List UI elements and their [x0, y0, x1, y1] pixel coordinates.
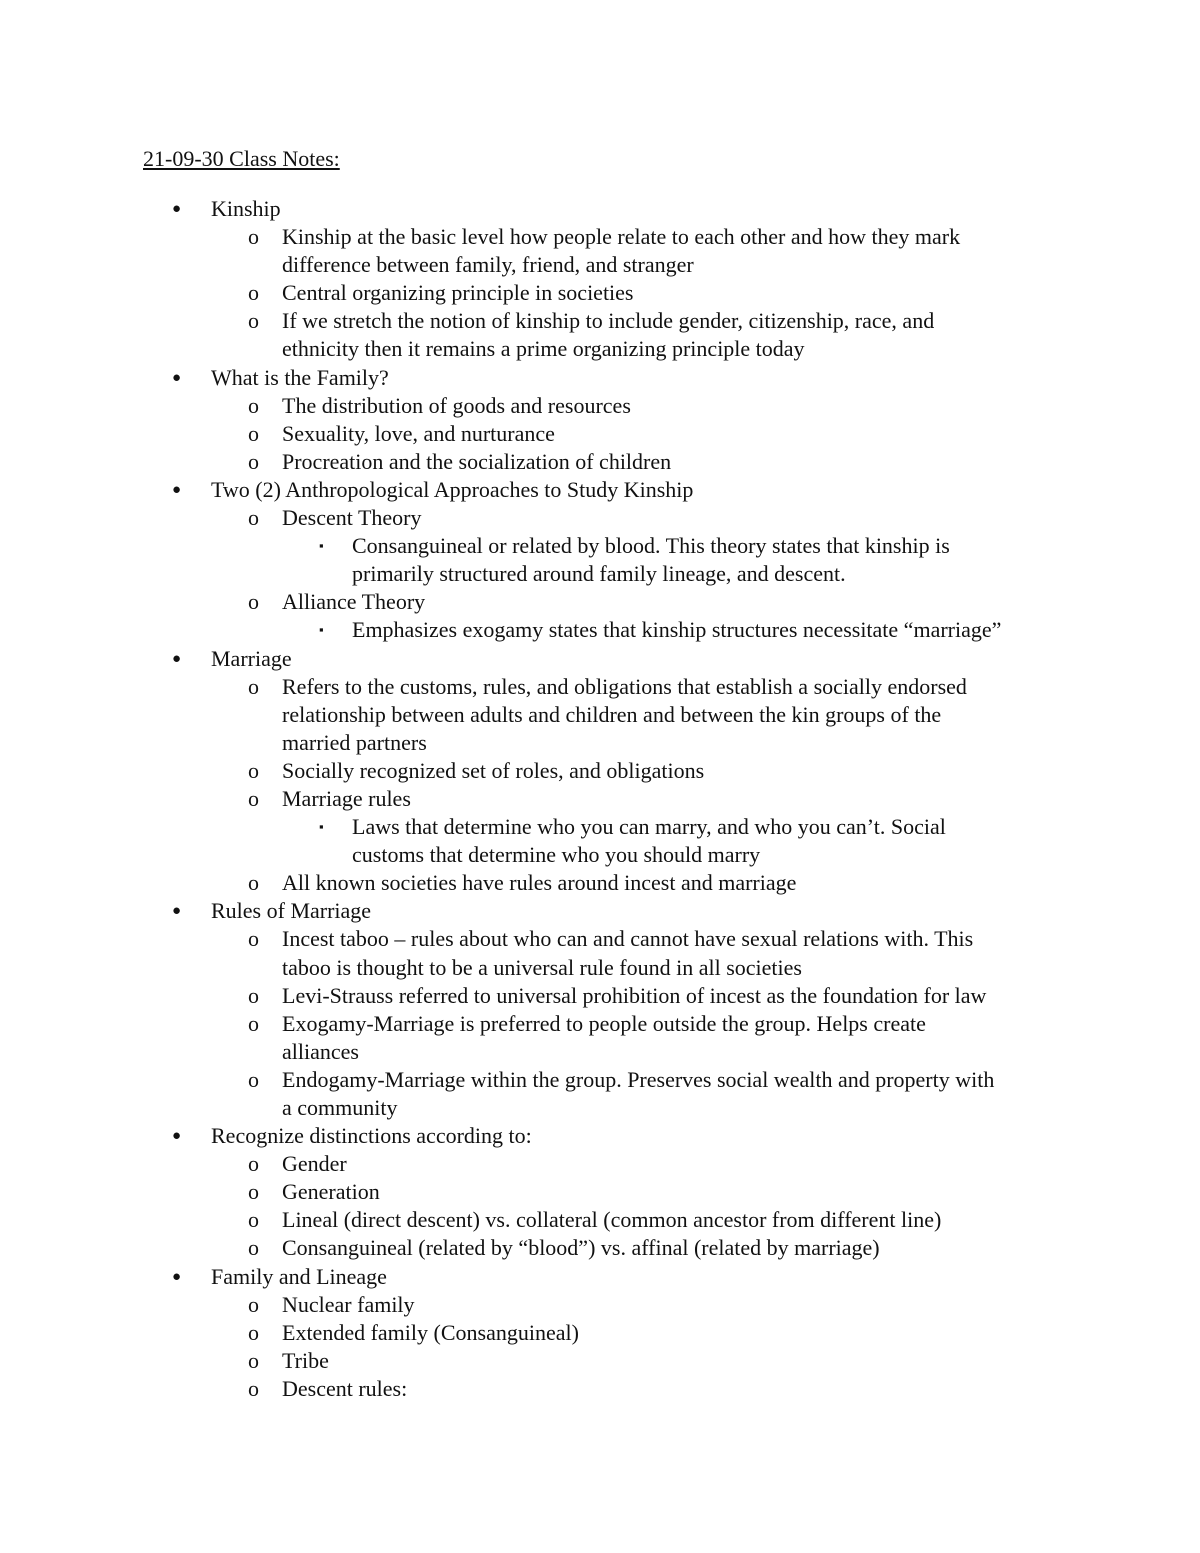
bullet-circle-icon: o [248, 1151, 259, 1177]
outline-text: a community [282, 1095, 398, 1120]
outline-item-level-2 [0, 1178, 1200, 1206]
bullet-square-icon: ▪ [319, 622, 324, 638]
outline-text: Central organizing principle in societies [282, 280, 634, 306]
bullet-circle-icon: o [248, 308, 259, 334]
page-title: 21-09-30 Class Notes: [143, 146, 340, 171]
outline-text: Consanguineal or related by blood. This theory states that kinship is [352, 533, 950, 559]
bullet-circle-icon: o [248, 224, 259, 250]
bullet-dot-icon: ● [172, 481, 182, 498]
outline-item-level-3 [0, 616, 1200, 644]
outline-item-level-2 [0, 1066, 1200, 1094]
outline-text: Tribe [282, 1347, 329, 1373]
outline-text: alliances [282, 1038, 359, 1064]
outline-text: Kinship [211, 196, 281, 221]
outline-text: All known societies have rules around incest and marriage [282, 870, 797, 896]
outline-item-continuation [0, 954, 1200, 982]
outline-item-level-2 [0, 925, 1200, 953]
outline-item-level-1 [0, 1122, 1200, 1150]
outline-text: relationship between adults and children and between the kin groups of the [282, 701, 942, 727]
bullet-circle-icon: o [248, 1375, 259, 1401]
outline-text: Descent rules: [282, 1375, 408, 1401]
outline-item-level-1 [0, 364, 1200, 392]
outline-item-continuation [0, 841, 1200, 869]
outline-item-level-2 [0, 1291, 1200, 1319]
outline-item-continuation [0, 729, 1200, 757]
bullet-circle-icon: o [248, 1010, 259, 1036]
outline-text: Refers to the customs, rules, and obligations that establish a socially endorsed [282, 673, 967, 699]
outline-text: Two (2) Anthropological Approaches to Study Kinship [211, 476, 694, 502]
outline-text: Endogamy-Marriage within the group. Preserves social wealth and property with [282, 1066, 995, 1092]
outline-text: Marriage rules [282, 785, 411, 811]
outline-item-continuation [0, 1094, 1200, 1122]
outline-text: Procreation and the socialization of children [282, 448, 672, 474]
outline-text: The distribution of goods and resources [282, 392, 631, 418]
outline-item-level-1 [0, 195, 1200, 223]
bullet-dot-icon: ● [172, 903, 182, 920]
outline-text: Rules of Marriage [211, 898, 372, 924]
outline-text: Socially recognized set of roles, and obligations [282, 757, 705, 783]
outline-text: What is the Family? [211, 364, 389, 390]
outline-item-level-2 [0, 785, 1200, 813]
outline-item-level-2 [0, 1347, 1200, 1375]
outline-item-level-2 [0, 757, 1200, 785]
bullet-circle-icon: o [248, 1207, 259, 1233]
bullet-circle-icon: o [248, 785, 259, 811]
outline-text: Nuclear family [282, 1291, 415, 1317]
outline-item-level-2 [0, 1375, 1200, 1403]
bullet-circle-icon: o [248, 757, 259, 783]
outline-item-level-2 [0, 223, 1200, 251]
outline-text: taboo is thought to be a universal rule found in all societies [282, 954, 802, 980]
outline-text: Sexuality, love, and nurturance [282, 420, 555, 446]
outline-item-level-2 [0, 420, 1200, 448]
outline-item-level-2 [0, 392, 1200, 420]
outline-text: If we stretch the notion of kinship to include gender, citizenship, race, and [282, 308, 935, 334]
outline-text: ethnicity then it remains a prime organizing principle today [282, 336, 805, 362]
bullet-circle-icon: o [248, 1291, 259, 1317]
outline-text: married partners [282, 729, 427, 755]
bullet-circle-icon: o [248, 1319, 259, 1345]
outline-text: Exogamy-Marriage is preferred to people outside the group. Helps create [282, 1010, 926, 1036]
bullet-circle-icon: o [248, 926, 259, 952]
outline-item-level-2 [0, 588, 1200, 616]
notes-outline [0, 195, 1200, 1403]
outline-text: Marriage [211, 645, 292, 671]
outline-text: Recognize distinctions according to: [211, 1123, 532, 1149]
outline-item-continuation [0, 701, 1200, 729]
outline-text: primarily structured around family lineage, and descent. [352, 561, 846, 587]
outline-item-level-2 [0, 1010, 1200, 1038]
outline-item-level-2 [0, 307, 1200, 335]
outline-text: Family and Lineage [211, 1263, 387, 1289]
outline-text: Kinship at the basic level how people relate to each other and how they mark [282, 224, 961, 250]
outline-item-level-2 [0, 448, 1200, 476]
outline-item-level-1 [0, 897, 1200, 925]
bullet-circle-icon: o [248, 1179, 259, 1205]
outline-item-level-2 [0, 279, 1200, 307]
bullet-dot-icon: ● [172, 650, 182, 667]
bullet-circle-icon: o [248, 420, 259, 446]
outline-item-level-2 [0, 1319, 1200, 1347]
outline-text: Laws that determine who you can marry, and who you can’t. Social [352, 814, 946, 840]
outline-text: Descent Theory [282, 505, 422, 531]
bullet-circle-icon: o [248, 448, 259, 474]
bullet-circle-icon: o [248, 982, 259, 1008]
bullet-circle-icon: o [248, 589, 259, 615]
outline-item-level-1 [0, 476, 1200, 504]
outline-item-level-2 [0, 982, 1200, 1010]
outline-item-continuation [0, 560, 1200, 588]
outline-item-level-1 [0, 645, 1200, 673]
outline-item-level-3 [0, 532, 1200, 560]
bullet-dot-icon: ● [172, 1128, 182, 1145]
bullet-dot-icon: ● [172, 201, 182, 217]
outline-item-level-3 [0, 813, 1200, 841]
bullet-square-icon: ▪ [319, 538, 324, 554]
outline-text: customs that determine who you should marry [352, 842, 761, 868]
outline-item-level-2 [0, 869, 1200, 897]
outline-item-level-1 [0, 1263, 1200, 1291]
bullet-circle-icon: o [248, 1347, 259, 1373]
bullet-circle-icon: o [248, 1235, 259, 1261]
outline-text: Generation [282, 1179, 380, 1205]
outline-item-level-2 [0, 504, 1200, 532]
bullet-dot-icon: ● [172, 1268, 182, 1285]
outline-text: difference between family, friend, and stranger [282, 252, 694, 278]
bullet-circle-icon: o [248, 392, 259, 418]
outline-text: Incest taboo – rules about who can and cannot have sexual relations with. This [282, 926, 974, 952]
outline-item-level-2 [0, 1234, 1200, 1262]
outline-text: Levi-Strauss referred to universal prohibition of incest as the foundation for law [282, 982, 987, 1008]
outline-item-level-2 [0, 1206, 1200, 1234]
outline-text: Consanguineal (related by “blood”) vs. affinal (related by marriage) [282, 1235, 880, 1261]
bullet-circle-icon: o [248, 280, 259, 306]
outline-item-continuation [0, 1038, 1200, 1066]
bullet-circle-icon: o [248, 870, 259, 896]
bullet-circle-icon: o [248, 505, 259, 531]
outline-text: Lineal (direct descent) vs. collateral (common ancestor from different line) [282, 1207, 942, 1233]
outline-text: Emphasizes exogamy states that kinship structures necessitate “marriage” [352, 617, 1002, 643]
bullet-circle-icon: o [248, 1066, 259, 1092]
outline-item-level-2 [0, 673, 1200, 701]
bullet-square-icon: ▪ [319, 819, 324, 835]
bullet-dot-icon: ● [172, 369, 182, 386]
outline-item-continuation [0, 251, 1200, 279]
outline-item-level-2 [0, 1150, 1200, 1178]
outline-text: Gender [282, 1151, 347, 1177]
outline-text: Extended family (Consanguineal) [282, 1319, 579, 1345]
bullet-circle-icon: o [248, 673, 259, 699]
outline-text: Alliance Theory [282, 589, 426, 615]
outline-item-continuation [0, 335, 1200, 363]
